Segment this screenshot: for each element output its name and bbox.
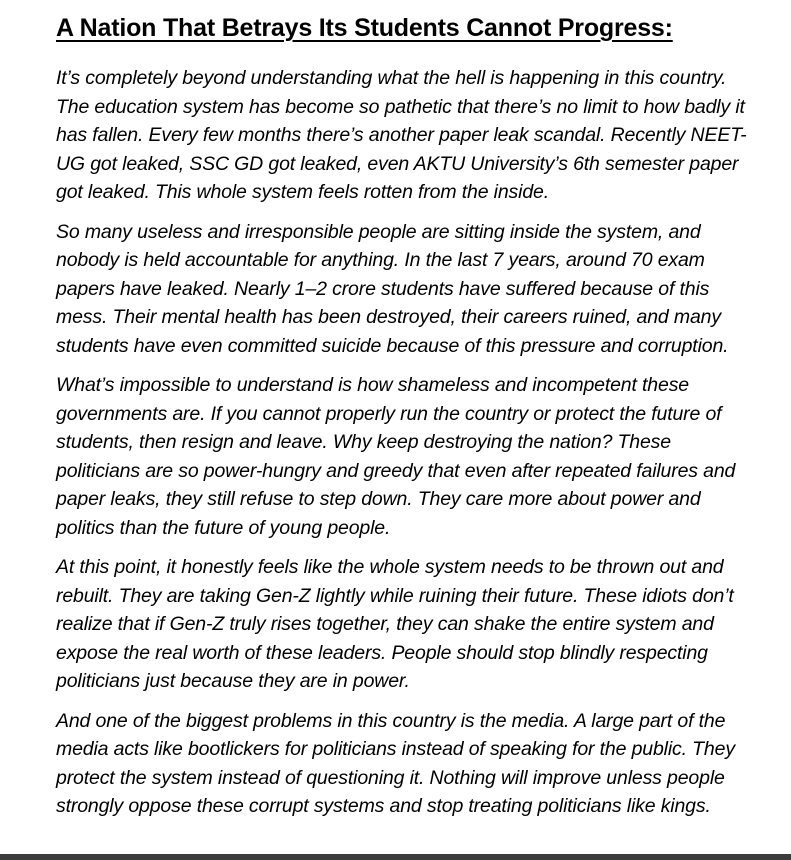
- paragraph-5: And one of the biggest problems in this country is the media. A large part of the media acts like bootlickers for politicians instead of speaking for the public. They protect the system instead of questioning it. Nothing will improve unless people strongly oppose these corrupt systems and stop treating politicians like kings.: [56, 709, 735, 817]
- paragraph-4: At this point, it honestly feels like the whole system needs to be thrown out and rebuilt. They are taking Gen-Z lightly while ruining their future. These idiots don’t realize that if Gen-Z truly rises together, they can shake the entire system and expose the real worth of these leaders. People should stop blindly respecting politicians just because they are in power.: [56, 556, 734, 692]
- paragraph-1: It’s completely beyond understanding what the hell is happening in this country. The education system has become so pathetic that there’s no limit to how badly it has fallen. Every few months there’s another paper leak scandal. Recently NEET-UG got leaked, SSC GD got leaked, even AKTU University’s 6th semester paper got leaked. This whole system feels rotten from the inside.: [56, 67, 747, 203]
- bottom-edge-bar: [0, 854, 791, 860]
- document-title: A Nation That Betrays Its Students Cannot Progress:: [56, 14, 673, 42]
- document-body: [56, 64, 756, 832]
- paragraph-3: What’s impossible to understand is how shameless and incompetent these governments are. If you cannot properly run the country or protect the future of students, then resign and leave. Why keep destroying the nation? These politicians are so power-hungry and greedy that even after repeated failures and paper leaks, they still refuse to step down. They care more about power and politics than the future of young people.: [56, 374, 736, 539]
- paragraph-2: So many useless and irresponsible people are sitting inside the system, and nobody is held accountable for anything. In the last 7 years, around 70 exam papers have leaked. Nearly 1–2 crore students have suffered because of this mess. Their mental health has been destroyed, their careers ruined, and many students have even committed suicide because of this pressure and corruption.: [56, 220, 729, 357]
